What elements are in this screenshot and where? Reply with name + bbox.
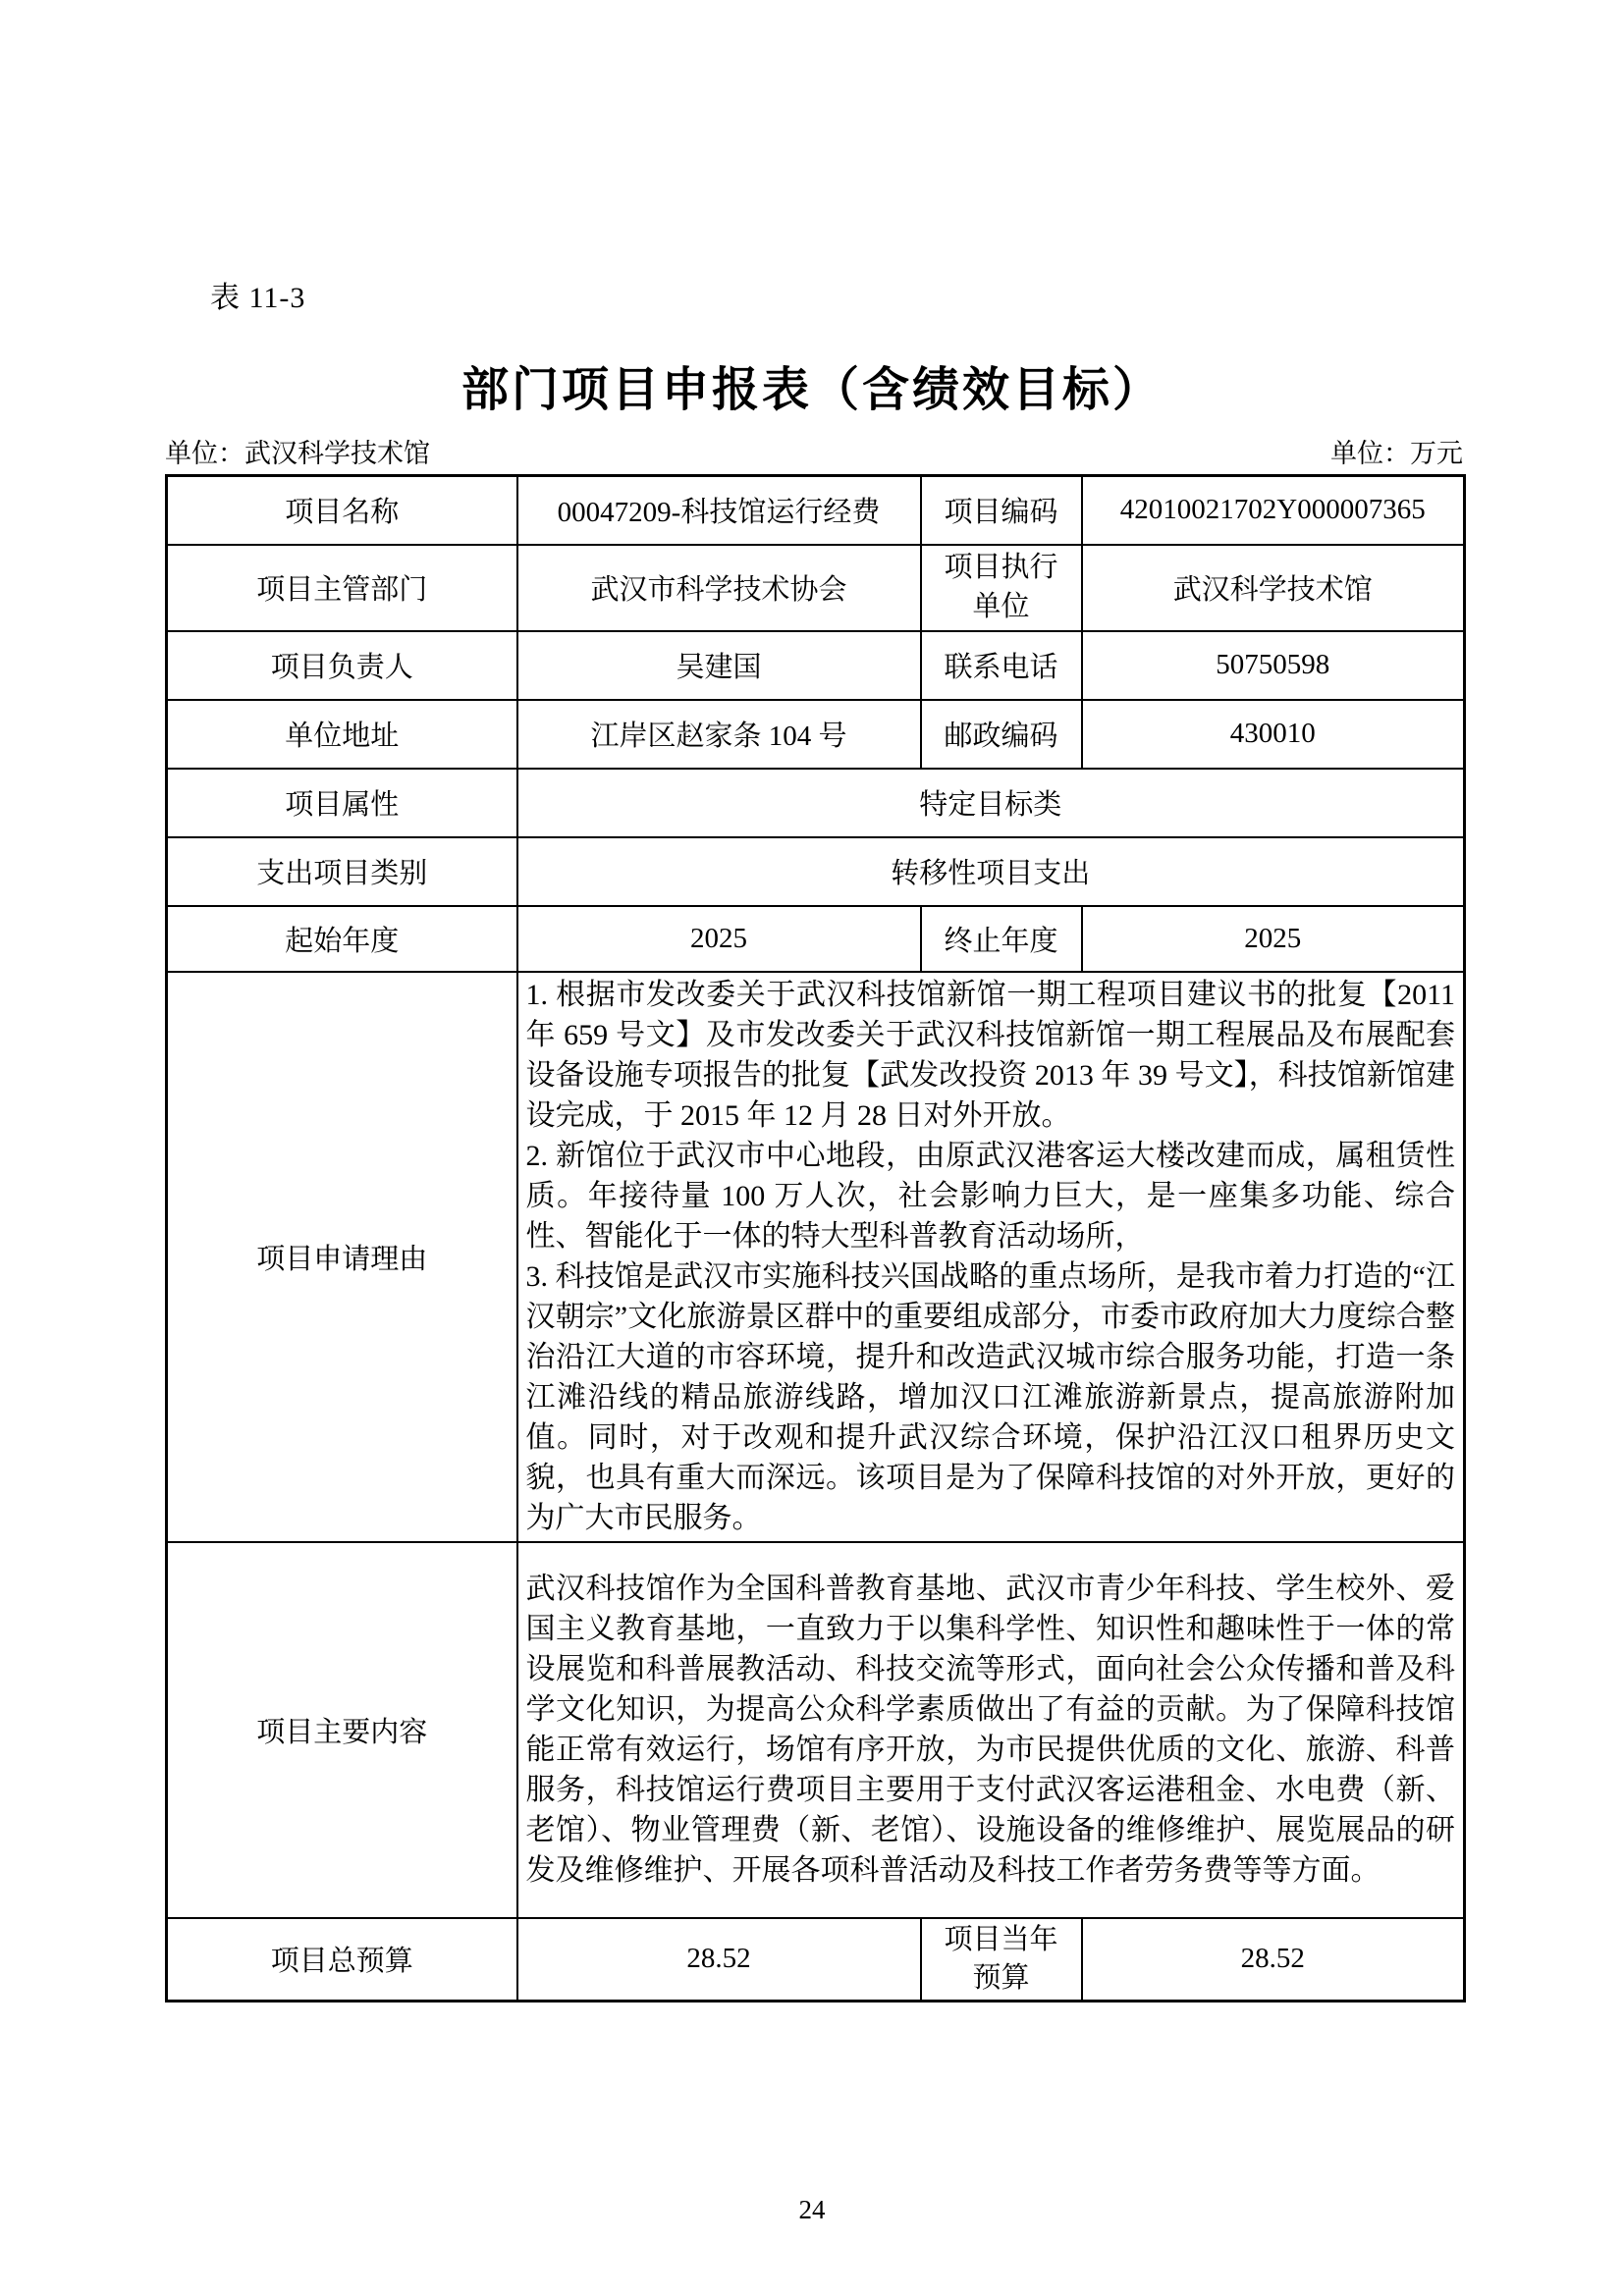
page-number: 24 (798, 2195, 826, 2224)
start-year-label: 起始年度 (167, 906, 517, 972)
project-name-value: 00047209-科技馆运行经费 (517, 476, 921, 545)
reason-paragraph-3: 3. 科技馆是武汉市实施科技兴国战略的重点场所，是我市着力打造的“江汉朝宗”文化旅游景区群中的重要组成部分，市委市政府加大力度综合整治沿江大道的市容环境，提升和改造武汉城市综合服务功能，打造一条江滩沿线的精品旅游线路，增加汉口江滩旅游新景点，提高旅游附加值。同时，对于改观和提升武汉综合环境，保护沿江汉口租界历史文貌，也具有重大而深远。该项目是为了保障科技馆的对外开放，更好的为广大市民服务。 (525, 1260, 1455, 1534)
row-dept (167, 545, 1465, 631)
project-name-label: 项目名称 (167, 476, 517, 545)
project-code-value: 42010021702Y000007365 (1082, 476, 1465, 545)
postcode-value: 430010 (1082, 700, 1465, 769)
exec-unit-label (921, 545, 1082, 631)
row-leader (167, 631, 1465, 700)
row-content (167, 1542, 1465, 1918)
year-budget-label (921, 1918, 1082, 2002)
reason-paragraph-1: 1. 根据市发改委关于武汉科技馆新馆一期工程项目建议书的批复【2011年 659 号文】及市发改委关于武汉科技馆新馆一期工程展品及布展配套设备设施专项报告的批复【武发改投资 2013 年 39 号文】，科技馆新馆建设完成，于 2015 年 12 月 28 日对外开放。 (525, 979, 1455, 1132)
content-label: 项目主要内容 (167, 1542, 517, 1918)
project-code-label: 项目编码 (921, 476, 1082, 545)
row-attribute (167, 769, 1465, 837)
row-reason (167, 972, 1465, 1542)
reason-value (517, 972, 1465, 1542)
page-title: 部门项目申报表（含绩效目标） (460, 364, 1163, 416)
table-number: 表 11-3 (210, 282, 306, 314)
phone-label: 联系电话 (921, 631, 1082, 700)
row-budget (167, 1918, 1465, 2002)
address-label: 单位地址 (167, 700, 517, 769)
application-form-table (165, 474, 1466, 2002)
attribute-value: 特定目标类 (517, 769, 1465, 837)
year-budget-label-line1: 项目当年 (944, 1923, 1058, 1955)
end-year-label: 终止年度 (921, 906, 1082, 972)
dept-value: 武汉市科学技术协会 (517, 545, 921, 631)
phone-value: 50750598 (1082, 631, 1465, 700)
exec-unit-label-line2: 单位 (972, 590, 1030, 622)
address-value: 江岸区赵家条 104 号 (517, 700, 921, 769)
row-category (167, 837, 1465, 906)
content-paragraph: 武汉科技馆作为全国科普教育基地、武汉市青少年科技、学生校外、爱国主义教育基地，一直致力于以集科学性、知识性和趣味性于一体的常设展览和科普展教活动、科技交流等形式，面向社会公众传播和普及科学文化知识，为提高公众科学素质做出了有益的贡献。为了保障科技馆能正常有效运行，场馆有序开放，为市民提供优质的文化、旅游、科普服务，科技馆运行费项目主要用于支付武汉客运港租金、水电费（新、老馆）、物业管理费（新、老馆）、设施设备的维修维护、展览展品的研发及维修维护、开展各项科普活动及科技工作者劳务费等等方面。 (525, 1573, 1455, 1887)
attribute-label: 项目属性 (167, 769, 517, 837)
unit-name-label: 单位：武汉科学技术馆 (165, 439, 430, 468)
reason-paragraph-2: 2. 新馆位于武汉市中心地段，由原武汉港客运大楼改建而成，属租赁性质。年接待量 100 万人次，社会影响力巨大，是一座集多功能、综合性、智能化于一体的特大型科普教育活动场所， (525, 1140, 1455, 1253)
row-project-name (167, 476, 1465, 545)
exec-unit-value: 武汉科学技术馆 (1082, 545, 1465, 631)
dept-label: 项目主管部门 (167, 545, 517, 631)
row-years (167, 906, 1465, 972)
content-value (517, 1542, 1465, 1918)
leader-label: 项目负责人 (167, 631, 517, 700)
currency-unit-label: 单位：万元 (1330, 439, 1463, 468)
row-address (167, 700, 1465, 769)
year-budget-label-line2: 预算 (972, 1961, 1030, 1994)
end-year-value: 2025 (1082, 906, 1465, 972)
total-budget-label: 项目总预算 (167, 1918, 517, 2002)
postcode-label: 邮政编码 (921, 700, 1082, 769)
year-budget-value: 28.52 (1082, 1918, 1465, 2002)
category-label: 支出项目类别 (167, 837, 517, 906)
exec-unit-label-line1: 项目执行 (944, 552, 1058, 584)
total-budget-value: 28.52 (517, 1918, 921, 2002)
start-year-value: 2025 (517, 906, 921, 972)
leader-value: 吴建国 (517, 631, 921, 700)
unit-row (165, 432, 1463, 470)
category-value: 转移性项目支出 (517, 837, 1465, 906)
reason-label: 项目申请理由 (167, 972, 517, 1542)
